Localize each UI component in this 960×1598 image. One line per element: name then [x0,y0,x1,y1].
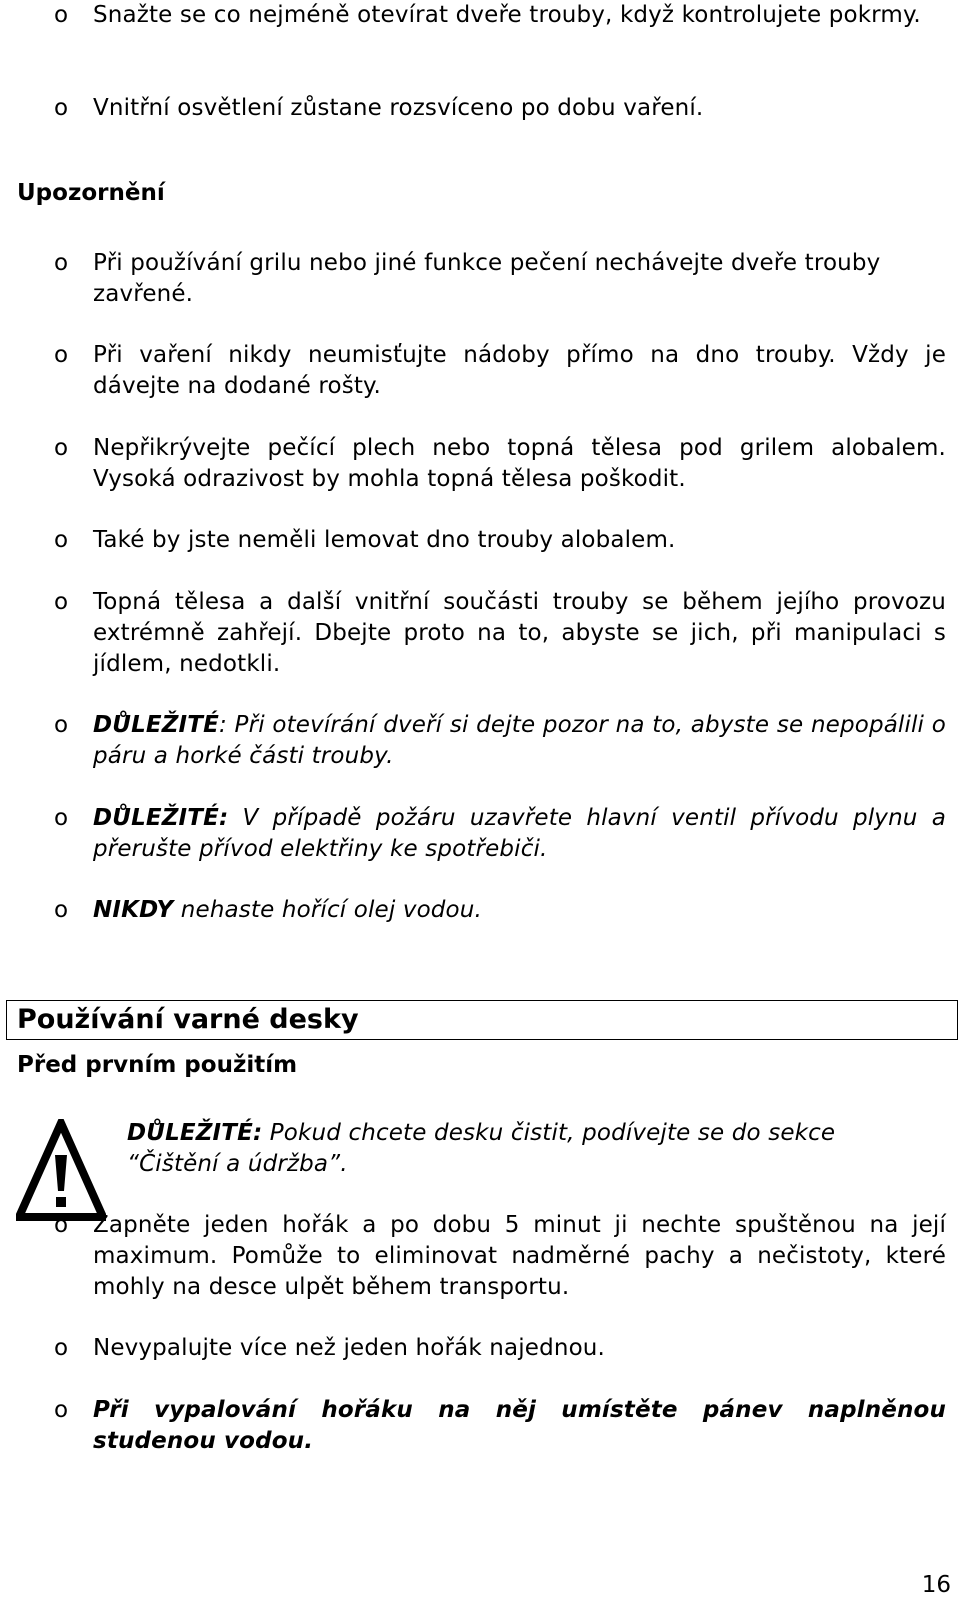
subheading: Před prvním použitím [17,1052,298,1078]
list-item-text: Při vaření nikdy neumisťujte nádoby přímo na dno trouby. Vždy je dávejte na dodané rošty. [93,342,946,399]
bullet-marker: o [54,1397,69,1423]
list-item-text: Nevypalujte více než jeden hořák najednou. [93,1335,605,1361]
bullet-marker: o [54,95,69,121]
list-item-text [93,895,946,926]
list-item-text: Zapněte jeden hořák a po dobu 5 minut ji nechte spuštěnou na její maximum. Pomůže to eliminovat nadměrné pachy a nečistoty, které mohly na desce ulpět během transportu. [93,1212,946,1300]
list-item-text: Topná tělesa a další vnitřní součásti trouby se během jejího provozu extrémně zahřejí. Dbejte proto na to, abyste se jich, při manipulaci s jídlem, nedotkli. [93,589,946,677]
warning-note-text: Pokud chcete desku čistit, podívejte se do sekce “Čištění a údržba”. [127,1120,836,1177]
bullet-marker: o [54,589,69,615]
list-item-text: Při vypalování hořáku na něj umístěte pánev naplněnou studenou vodou. [93,1397,946,1454]
important-label: DŮLEŽITÉ [93,712,219,738]
bullet-marker: o [54,1335,69,1361]
important-label: DŮLEŽITÉ: [93,805,229,831]
bullet-marker: o [54,342,69,368]
important-text: : Při otevírání dveří si dejte pozor na to, abyste se nepopálili o páru a horké části trouby. [93,712,946,769]
list-item-text: Vnitřní osvětlení zůstane rozsvíceno po dobu vaření. [93,95,704,121]
bullet-marker: o [54,805,69,831]
bullet-marker: o [54,527,69,553]
important-text: nehaste hořící olej vodou. [173,897,482,923]
bullet-marker: o [54,1212,69,1238]
list-item-text [93,710,946,772]
section-title: Používání varné desky [17,1004,359,1035]
important-label: DŮLEŽITÉ: [127,1120,263,1146]
section-header [6,1000,958,1040]
warning-note [127,1118,927,1180]
important-label: NIKDY [93,897,174,923]
page-number: 16 [921,1572,951,1598]
important-text: V případě požáru uzavřete hlavní ventil přívodu plynu a přerušte přívod elektřiny ke spotřebiči. [93,805,946,862]
list-item-text: Nepřikrývejte pečící plech nebo topná tělesa pod grilem alobalem. Vysoká odrazivost by mohla topná tělesa poškodit. [93,435,946,492]
bullet-marker: o [54,435,69,461]
warning-triangle-icon [16,1119,106,1221]
bullet-marker: o [54,2,69,28]
bullet-marker: o [54,250,69,276]
bullet-marker: o [54,897,69,923]
list-item-text: Také by jste neměli lemovat dno trouby alobalem. [93,527,676,553]
bullet-marker: o [54,712,69,738]
list-item-text [93,803,946,865]
list-item-text: Při používání grilu nebo jiné funkce pečení nechávejte dveře trouby zavřené. [93,250,881,307]
list-item-text: Snažte se co nejméně otevírat dveře trouby, když kontrolujete pokrmy. [93,2,921,28]
warning-heading: Upozornění [17,180,165,206]
